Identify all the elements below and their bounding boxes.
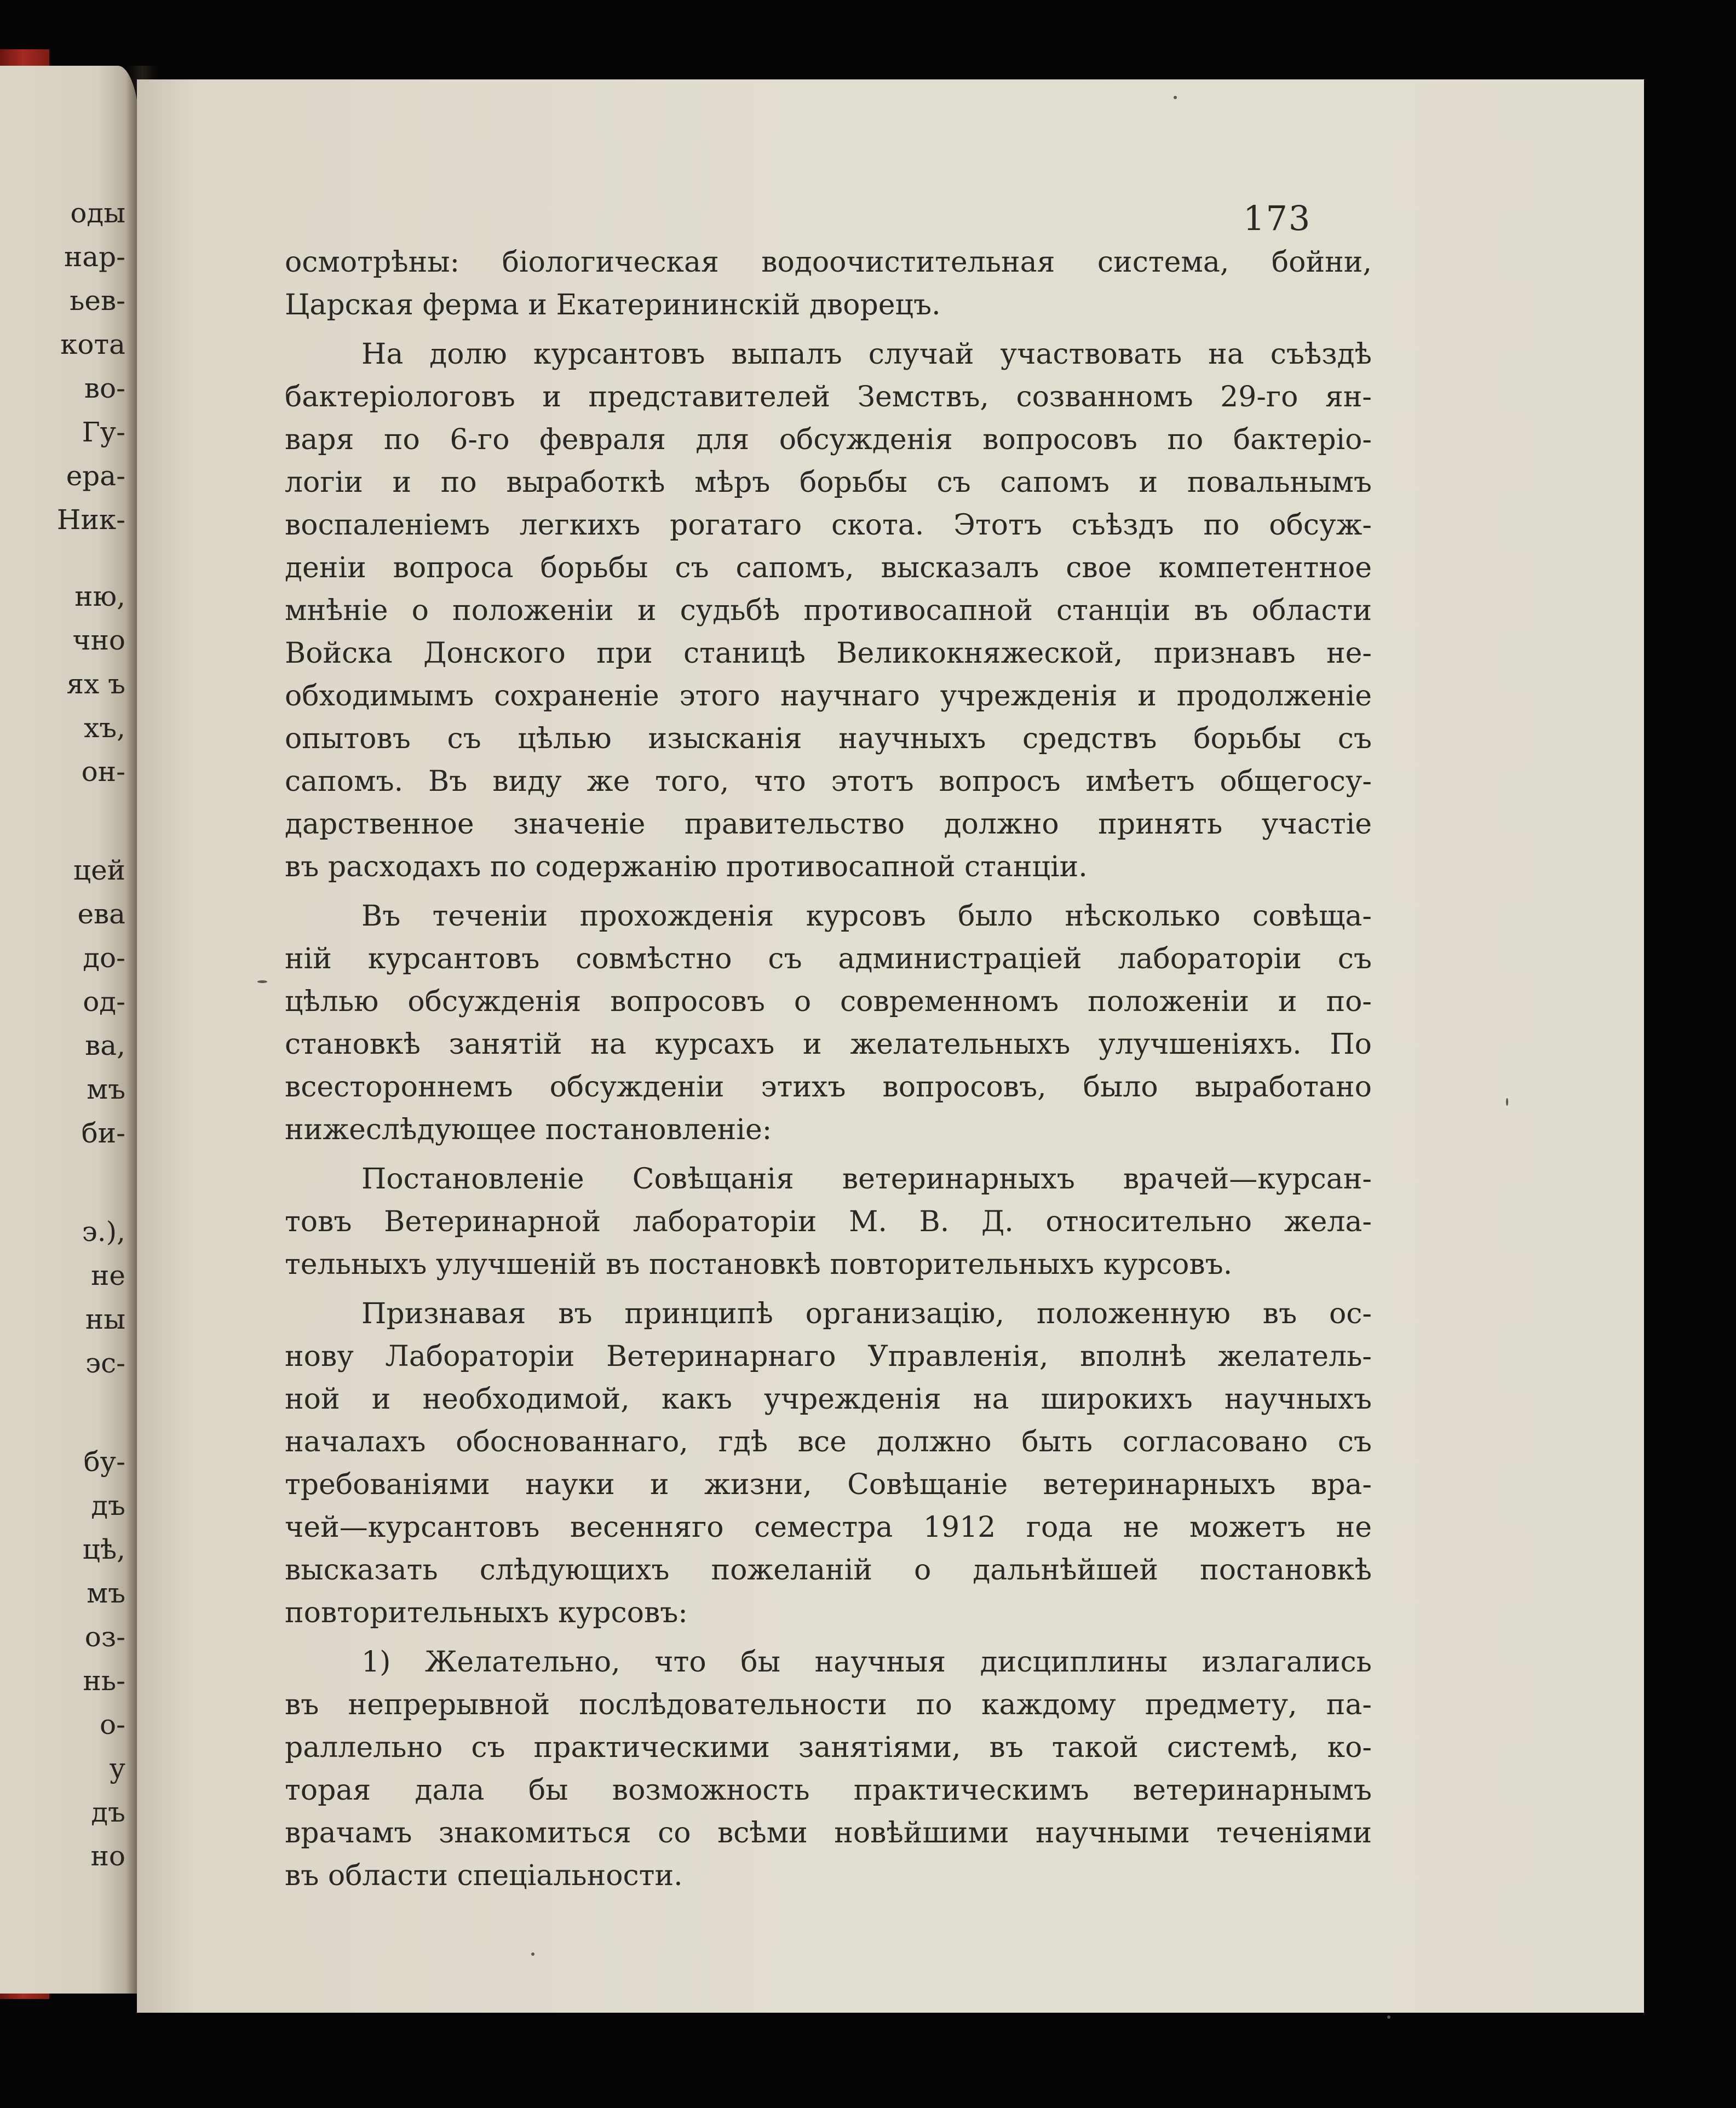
facing-page-fragment: цѣ,	[82, 1533, 125, 1565]
text-line: раллельно съ практическими занятіями, въ такой системѣ, ко-	[285, 1731, 1372, 1764]
facing-page-fragment: э.),	[82, 1216, 125, 1248]
text-line: варя по 6-го февраля для обсужденія вопросовъ по бактеріо-	[285, 423, 1372, 456]
text-line: врачамъ знакомиться со всѣми новѣйшими научными теченіями	[285, 1817, 1372, 1849]
facing-page-fragment: у	[109, 1753, 125, 1784]
page-number: 173	[1243, 198, 1312, 238]
facing-page-fragment: не	[91, 1260, 125, 1291]
facing-page-fragment: чно	[72, 624, 125, 656]
text-line: въ расходахъ по содержанію противосапной станціи.	[285, 851, 1088, 883]
text-line: Въ теченіи прохожденія курсовъ было нѣсколько совѣща-	[361, 900, 1372, 933]
facing-page-fragment: оды	[70, 197, 125, 229]
facing-page-fragment: дъ	[91, 1796, 125, 1828]
text-line: осмотрѣны: біологическая водоочистительная система, бойни,	[285, 246, 1372, 279]
text-line: Войска Донского при станицѣ Великокняжеской, признавъ не-	[285, 637, 1372, 670]
facing-page-fragment: ны	[85, 1303, 125, 1335]
paragraph	[285, 1293, 1372, 1634]
paragraph	[285, 241, 1372, 326]
facing-page-fragment: нар-	[64, 241, 125, 273]
facing-page-fragment: кота	[60, 329, 125, 360]
paragraph	[285, 1641, 1372, 1897]
text-line: мнѣніе о положеніи и судьбѣ противосапной станціи въ области	[285, 594, 1372, 627]
text-line: Признавая въ принципѣ организацію, положенную въ ос-	[361, 1297, 1372, 1330]
text-line: Царская ферма и Екатерининскій дворецъ.	[285, 289, 941, 321]
text-line: становкѣ занятій на курсахъ и желательныхъ улучшеніяхъ. По	[285, 1028, 1372, 1061]
text-line: торая дала бы возможность практическимъ ветеринарнымъ	[285, 1774, 1372, 1807]
facing-page-fragment: о-	[100, 1709, 125, 1741]
text-line: повторительныхъ курсовъ:	[285, 1596, 688, 1629]
facing-page-fragment: но	[90, 1840, 125, 1872]
text-line: бактеріологовъ и представителей Земствъ, созванномъ 29-го ян-	[285, 381, 1372, 413]
text-line: нову Лабораторіи Ветеринарнаго Управленія, вполнѣ желатель-	[285, 1340, 1372, 1373]
text-line: высказать слѣдующихъ пожеланій о дальнѣйшей постановкѣ	[285, 1554, 1372, 1587]
facing-page-fragment: цей	[73, 854, 125, 886]
facing-page-fragment: ях ъ	[66, 668, 125, 700]
paragraph	[285, 1158, 1372, 1286]
text-line: логіи и по выработкѣ мѣръ борьбы съ сапомъ и повальнымъ	[285, 466, 1372, 499]
text-line: ной и необходимой, какъ учрежденія на широкихъ научныхъ	[285, 1383, 1372, 1416]
facing-page-fragment: он-	[81, 756, 125, 788]
text-line: товъ Ветеринарной лабораторіи М. В. Д. относительно жела-	[285, 1205, 1372, 1238]
facing-page-fragment: нь-	[83, 1665, 125, 1697]
text-line: деніи вопроса борьбы съ сапомъ, высказалъ свое компетентное	[285, 552, 1372, 584]
text-line: требованіями науки и жизни, Совѣщаніе ветеринарныхъ вра-	[285, 1468, 1372, 1501]
facing-page-fragment: Гу-	[82, 416, 125, 448]
paragraph	[285, 895, 1372, 1151]
facing-page-fragment: Ник-	[56, 504, 125, 536]
facing-page-fragment: мъ	[87, 1577, 125, 1609]
facing-page-fragment: дъ	[91, 1490, 125, 1521]
facing-page-fragment: од-	[83, 986, 125, 1018]
text-line: воспаленіемъ легкихъ рогатаго скота. Этотъ съѣздъ по обсуж-	[285, 509, 1372, 542]
text-line: дарственное значеніе правительство должно принять участіе	[285, 808, 1372, 841]
page-body-text	[285, 241, 1372, 1897]
facing-page-fragment: ва,	[85, 1030, 125, 1061]
facing-page-fragment: би-	[81, 1117, 125, 1149]
text-line: нижеслѣдующее постановленіе:	[285, 1113, 772, 1146]
text-line: началахъ обоснованнаго, гдѣ все должно быть согласовано съ	[285, 1426, 1372, 1458]
facing-page-fragment: ню,	[74, 581, 125, 612]
text-line: въ области спеціальности.	[285, 1859, 683, 1892]
facing-page-fragment: ьев-	[70, 285, 125, 317]
facing-page-fragment: ера-	[66, 460, 125, 492]
text-line: Постановленіе Совѣщанія ветеринарныхъ врачей—курсан-	[361, 1163, 1372, 1196]
text-line: обходимымъ сохраненіе этого научнаго учрежденія и продолженіе	[285, 680, 1372, 713]
facing-page-fragment: во-	[84, 372, 125, 404]
facing-page-left	[0, 66, 140, 1994]
facing-page-fragment: мъ	[87, 1073, 125, 1105]
text-line: опытовъ съ цѣлью изысканія научныхъ средствъ борьбы съ	[285, 722, 1372, 755]
facing-page-fragment: до-	[83, 942, 125, 974]
facing-page-fragment: ева	[77, 898, 125, 930]
facing-page-fragment: бу-	[83, 1446, 125, 1478]
text-line: На долю курсантовъ выпалъ случай участвовать на съѣздѣ	[361, 338, 1372, 371]
facing-page-fragment: хъ,	[84, 712, 125, 744]
text-line: сапомъ. Въ виду же того, что этотъ вопросъ имѣетъ общегосу-	[285, 765, 1372, 798]
text-line: цѣлью обсужденія вопросовъ о современномъ положеніи и по-	[285, 985, 1372, 1018]
text-line: ній курсантовъ совмѣстно съ администраціей лабораторіи съ	[285, 943, 1372, 975]
text-line: въ непрерывной послѣдовательности по каждому предмету, па-	[285, 1688, 1372, 1721]
facing-page-fragment: эс-	[85, 1347, 125, 1379]
facing-page-fragment: оз-	[84, 1621, 125, 1653]
text-line: 1) Желательно, что бы научныя дисциплины излагались	[361, 1646, 1372, 1679]
paragraph	[285, 333, 1372, 888]
text-line: всестороннемъ обсужденіи этихъ вопросовъ, было выработано	[285, 1071, 1372, 1104]
text-line: тельныхъ улучшеній въ постановкѣ повторительныхъ курсовъ.	[285, 1248, 1233, 1281]
text-line: чей—курсантовъ весенняго семестра 1912 года не можетъ не	[285, 1511, 1372, 1544]
